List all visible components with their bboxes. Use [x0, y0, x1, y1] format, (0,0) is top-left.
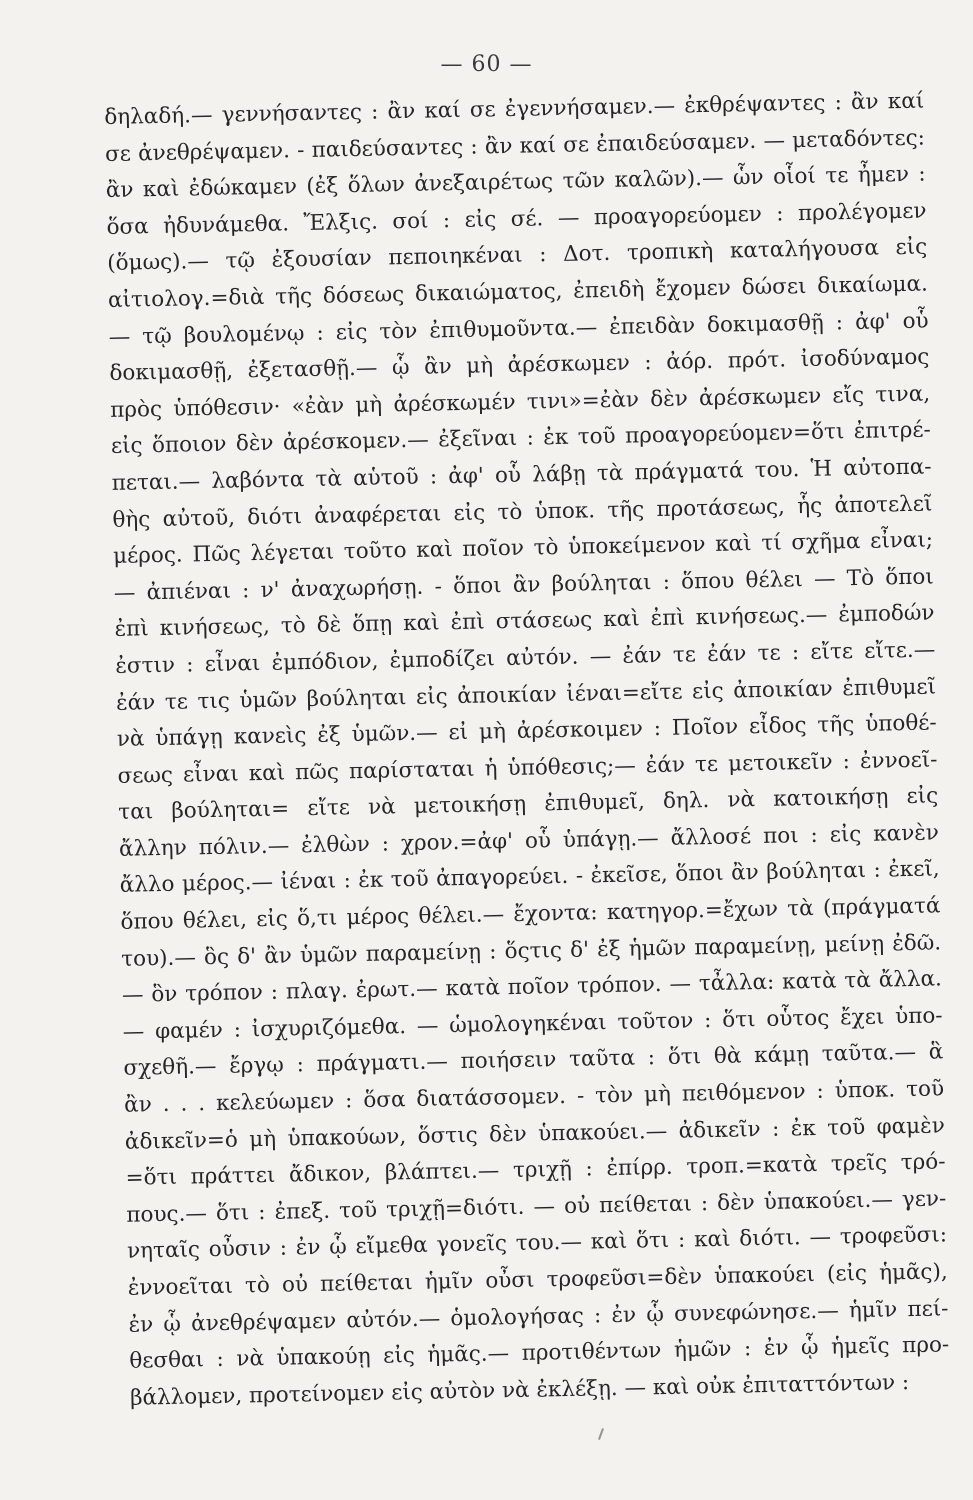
text-line: νὰ ὑπάγῃ κανεὶς ἐξ ὑμῶν.— εἰ μὴ ἀρέσκοιμεν : Ποῖον εἶδος τῆς ὑποθέ-	[116, 710, 937, 752]
text-line: πους.— ὅτι : ἐπεξ. τοῦ τριχῇ=διότι. — οὐ πείθεται : δὲν ὑπακούει.— γεν-	[126, 1186, 947, 1228]
text-line: — ἀπιέναι : ν' ἀναχωρήσῃ. - ὅποι ἂν βούληται : ὅπου θέλει — Τὸ ὅποι	[113, 564, 934, 606]
text-line: σχεθῆ.— ἔργῳ : πράγματι.— ποιήσειν ταῦτα : ὅτι θὰ κάμῃ ταῦτα.— ἃ	[123, 1039, 944, 1082]
text-line: ἂν . . . κελεύωμεν : ὅσα διατάσσομεν. - τὸν μὴ πειθόμενον : ὑποκ. τοῦ	[123, 1076, 945, 1118]
text-line: — φαμέν : ἰσχυριζόμεθα. — ὡμολογηκέναι τοῦτον : ὅτι οὗτος ἔχει ὑπο-	[122, 1003, 943, 1045]
text-line: ται βούληται= εἴτε νὰ μετοικήσῃ ἐπιθυμεῖ, δηλ. νὰ κατοικήσῃ εἰς	[118, 783, 939, 826]
text-line: ἐννοεῖται τὸ οὐ πείθεται ἡμῖν οὖσι τροφεῦσι=δὲν ὑπακούει (εἰς ἡμᾶς),	[127, 1259, 948, 1301]
text-line: ἐπὶ κινήσεως, τὸ δὲ ὅπῃ καὶ ἐπὶ στάσεως καὶ ἐπὶ κινήσεως.— ἐμποδών	[114, 600, 935, 643]
text-line: σε ἀνεθρέψαμεν. - παιδεύσαντες : ἂν καί σε ἐπαιδεύσαμεν. — μεταδόντες:	[104, 125, 926, 167]
text-line: =ὅτι πράττει ἄδικον, βλάπτει.— τριχῇ : ἐπίρρ. τροπ.=κατὰ τρεῖς τρό-	[125, 1149, 946, 1191]
text-line: πρὸς ὑπόθεσιν· «ἐὰν μὴ ἀρέσκωμέν τινι»=ἐὰν δὲν ἀρέσκωμεν εἴς τινα,	[109, 381, 931, 423]
text-line: νηταῖς οὖσιν : ἐν ᾧ εἴμεθα γονεῖς του.— καὶ ὅτι : καὶ διότι. — τροφεῦσι:	[126, 1222, 948, 1265]
text-line: θὴς αὐτοῦ, διότι ἀναφέρεται εἰς τὸ ὑποκ. τῆς προτάσεως, ἧς ἀποτελεῖ	[112, 490, 933, 533]
text-line: — τῷ βουλομένῳ : εἰς τὸν ἐπιθυμοῦντα.— ἐπειδὰν δοκιμασθῇ : ἀφ' οὗ	[108, 308, 929, 350]
text-line: ὅσα ἠδυνάμεθα. Ἔλξις. σοί : εἰς σέ. — προαγορεύομεν : προλέγομεν	[106, 198, 927, 240]
text-line: (ὅμως).— τῷ ἐξουσίαν πεποιηκέναι : Δοτ. τροπικὴ καταλήγουσα εἰς	[107, 234, 928, 277]
text-line: μέρος. Πῶς λέγεται τοῦτο καὶ ποῖον τὸ ὑποκείμενον καὶ τί σχῆμα εἶναι;	[112, 527, 934, 570]
text-line: πεται.— λαβόντα τὰ αὑτοῦ : ἀφ' οὗ λάβῃ τὰ πράγματά του. Ἡ αὐτοπα-	[111, 454, 932, 496]
text-line: ἄλλο μέρος.— ἰέναι : ἐκ τοῦ ἀπαγορεύει. - ἐκεῖσε, ὅποι ἂν βούληται : ἐκεῖ,	[119, 856, 940, 899]
ink-speck	[598, 1428, 604, 1440]
text-line: του).— ὃς δ' ἂν ὑμῶν παραμείνῃ : ὅςτις δ' ἐξ ἡμῶν παραμείνῃ, μείνῃ ἐδῶ.	[120, 930, 942, 972]
text-line: σεως εἶναι καὶ πῶς παρίσταται ἡ ὑπόθεσις;— ἐάν τε μετοικεῖν : ἐννοεῖ-	[117, 747, 938, 789]
text-line: αἰτιολογ.=διὰ τῆς δόσεως δικαιώματος, ἐπειδὴ ἔχομεν δώσει δικαίωμα.	[107, 271, 929, 313]
text-line: ἀδικεῖν=ὁ μὴ ὑπακούων, ὅστις δὲν ὑπακούει.— ἀδικεῖν : ἐκ τοῦ φαμὲν	[124, 1112, 946, 1155]
text-line: ἐάν τε τις ὑμῶν βούληται εἰς ἀποικίαν ἰέναι=εἴτε εἰς ἀποικίαν ἐπιθυμεῖ	[115, 673, 937, 716]
text-line: ἂν καὶ ἐδώκαμεν (ἐξ ὅλων ἀνεξαιρέτως τῶν καλῶν).— ὧν οἷοί τε ἦμεν :	[105, 161, 926, 204]
text-line: ἐν ᾧ ἀνεθρέψαμεν αὐτόν.— ὁμολογήσας : ἐν ᾧ συνεφώνησε.— ἡμῖν πεί-	[128, 1295, 949, 1338]
text-line: ἄλλην πόλιν.— ἐλθὼν : χρον.=ἀφ' οὗ ὑπάγῃ.— ἄλλοσέ ποι : εἰς κανὲν	[118, 820, 940, 862]
text-line: θεσθαι : νὰ ὑπακούῃ εἰς ἡμᾶς.— προτιθέντων ἡμῶν : ἐν ᾧ ἡμεῖς προ-	[129, 1332, 950, 1374]
text-line: ἐστιν : εἶναι ἐμπόδιον, ἐμποδίζει αὐτόν. — ἐάν τε ἐάν τε : εἴτε εἴτε.—	[115, 637, 936, 679]
page-number: — 60 —	[440, 52, 533, 77]
text-line: εἰς ὅποιον δὲν ἀρέσκομεν.— ἐξεῖναι : ἐκ τοῦ προαγορεύομεν=ὅτι ἐπιτρέ-	[110, 417, 932, 460]
text-line: δηλαδή.— γεννήσαντες : ἂν καί σε ἐγεννήσαμεν.— ἐκθρέψαντες : ἂν καί	[104, 88, 925, 130]
text-line: βάλλομεν, προτείνομεν εἰς αὐτὸν νὰ ἐκλέξῃ. — καὶ οὐκ ἐπιταττόντων :	[129, 1369, 910, 1411]
text-line: — ὃν τρόπον : πλαγ. ἐρωτ.— κατὰ ποῖον τρόπον. — τἆλλα: κατὰ τὰ ἄλλα.	[121, 966, 943, 1009]
text-line: ὅπου θέλει, εἰς ὅ,τι μέρος θέλει.— ἔχοντα: κατηγορ.=ἔχων τὰ (πράγματά	[120, 893, 941, 935]
commentary-text	[104, 84, 950, 1418]
text-line: δοκιμασθῇ, ἐξετασθῇ.— ᾧ ἂν μὴ ἀρέσκωμεν : ἀόρ. πρότ. ἰσοδύναμος	[109, 344, 930, 387]
